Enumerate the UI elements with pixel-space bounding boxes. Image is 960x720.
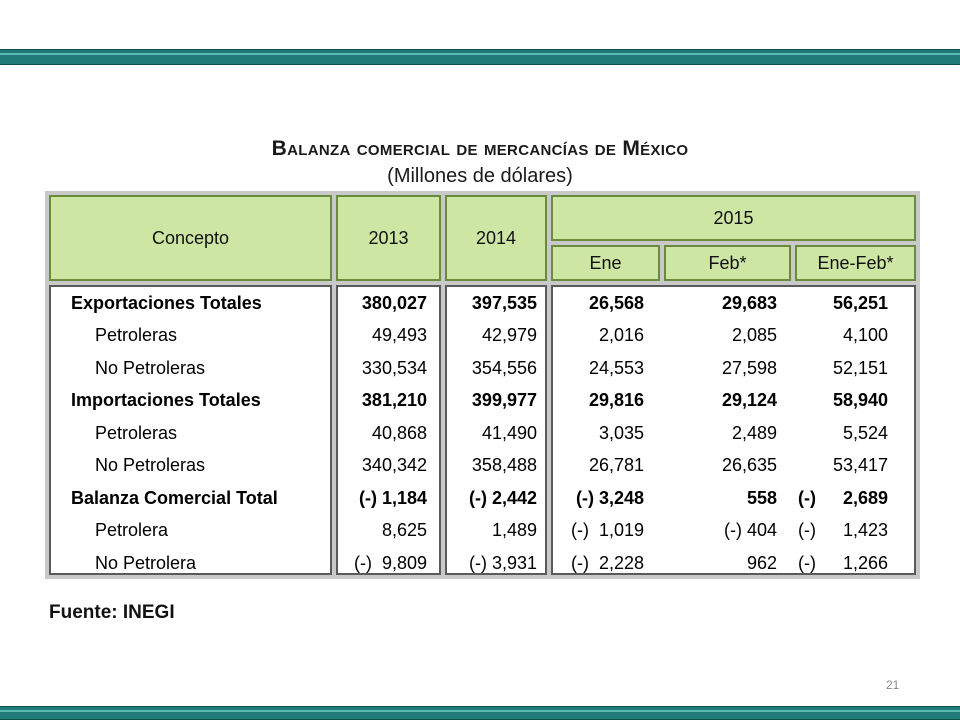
cell-2014: 41,490 — [481, 422, 537, 443]
page-number: 21 — [886, 678, 900, 692]
trade-balance-table — [45, 191, 920, 579]
cell-2013: (-) 1,184 — [358, 487, 427, 508]
cell-2014: (-) 3,931 — [468, 552, 537, 573]
cell-2013: 380,027 — [361, 292, 427, 313]
table-row — [45, 417, 920, 449]
row-label: Petroleras — [95, 325, 178, 345]
cell-ene: (-) 3,248 — [575, 487, 644, 508]
cell-feb: 29,124 — [721, 390, 777, 410]
table-body — [45, 287, 920, 577]
row-label: Balanza Comercial Total — [71, 487, 278, 508]
cell-ene-feb: 2,689 — [842, 487, 888, 508]
cell-feb: 558 — [746, 487, 777, 508]
cell-ene: 24,553 — [588, 357, 644, 378]
cell-2013: (-) 9,809 — [353, 552, 427, 573]
cell-2014: 397,535 — [471, 292, 537, 313]
cell-feb: 962 — [746, 552, 777, 573]
row-label: No Petrolera — [95, 552, 197, 573]
table-row — [45, 450, 920, 482]
cell-ene-feb: 5,524 — [842, 422, 888, 443]
table-subtitle: (Millones de dólares) — [387, 165, 573, 187]
cell-ene-feb-sign: (-) — [798, 520, 816, 540]
row-label: Petroleras — [95, 422, 178, 443]
cell-2013: 330,534 — [361, 357, 427, 378]
cell-ene: 3,035 — [598, 422, 644, 443]
cell-ene-feb: 53,417 — [832, 455, 888, 475]
row-label: Importaciones Totales — [71, 390, 261, 410]
top-accent-bar — [0, 49, 960, 65]
cell-feb: 2,085 — [731, 325, 777, 345]
cell-2014: 399,977 — [471, 390, 537, 410]
cell-feb: 26,635 — [721, 455, 777, 475]
cell-ene-feb: 58,940 — [832, 390, 888, 410]
cell-ene-feb: 56,251 — [832, 292, 888, 313]
cell-2014: 42,979 — [481, 325, 537, 345]
cell-ene: 26,781 — [588, 455, 644, 475]
cell-ene: 29,816 — [588, 390, 644, 410]
cell-2014: (-) 2,442 — [468, 487, 537, 508]
cell-ene: 26,568 — [588, 292, 644, 313]
cell-2014: 354,556 — [471, 357, 537, 378]
cell-2013: 8,625 — [381, 520, 427, 540]
cell-ene: 2,016 — [598, 325, 644, 345]
header-2014: 2014 — [445, 195, 547, 281]
bottom-accent-bar — [0, 706, 960, 720]
header-ene: Ene — [551, 245, 660, 281]
cell-ene-feb-sign: (-) — [798, 487, 816, 508]
cell-ene: (-) 1,019 — [570, 520, 644, 540]
cell-2013: 381,210 — [361, 390, 427, 410]
cell-ene-feb: 4,100 — [842, 325, 888, 345]
header-feb: Feb* — [664, 245, 791, 281]
header-2013: 2013 — [336, 195, 441, 281]
table-row — [45, 287, 920, 319]
cell-feb: 27,598 — [721, 357, 777, 378]
cell-ene-feb: 1,423 — [842, 520, 888, 540]
cell-ene-feb-sign: (-) — [798, 552, 816, 573]
cell-2014: 1,489 — [491, 520, 537, 540]
table-row — [45, 385, 920, 417]
row-label: No Petroleras — [95, 357, 206, 378]
table-row — [45, 320, 920, 352]
row-label: No Petroleras — [95, 455, 206, 475]
table-row — [45, 482, 920, 514]
table-row — [45, 515, 920, 547]
source-note: Fuente: INEGI — [49, 602, 175, 623]
cell-ene-feb: 1,266 — [842, 552, 888, 573]
cell-ene: (-) 2,228 — [570, 552, 644, 573]
header-ene-feb: Ene-Feb* — [795, 245, 916, 281]
table-row — [45, 547, 920, 579]
row-label: Exportaciones Totales — [71, 292, 262, 313]
cell-2014: 358,488 — [471, 455, 537, 475]
table-row — [45, 352, 920, 384]
cell-2013: 340,342 — [361, 455, 427, 475]
table-title: Balanza comercial de mercancías de México — [271, 137, 689, 160]
cell-2013: 40,868 — [371, 422, 427, 443]
cell-feb: 29,683 — [721, 292, 777, 313]
header-2015: 2015 — [551, 195, 916, 241]
cell-feb: 2,489 — [731, 422, 777, 443]
cell-2013: 49,493 — [371, 325, 427, 345]
header-concepto: Concepto — [49, 195, 332, 281]
cell-ene-feb: 52,151 — [832, 357, 888, 378]
cell-feb: (-) 404 — [723, 520, 777, 540]
row-label: Petrolera — [95, 520, 169, 540]
